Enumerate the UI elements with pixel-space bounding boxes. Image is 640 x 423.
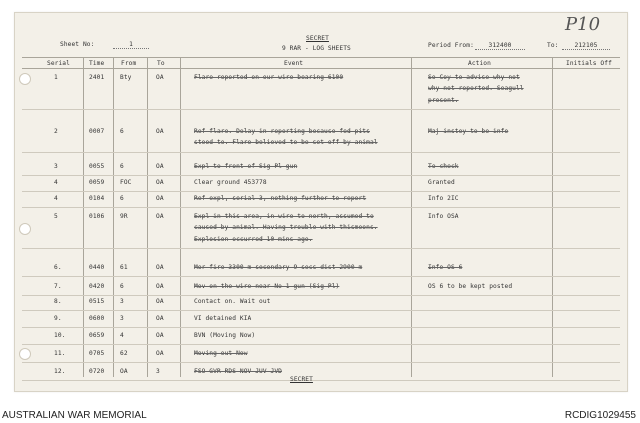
row-separator bbox=[22, 109, 620, 110]
row-separator bbox=[22, 344, 620, 345]
event-cell: FSO GVR RDS NOV JUV JVD bbox=[194, 368, 282, 375]
action-cell: present. bbox=[428, 96, 459, 104]
serial-cell: 4 bbox=[54, 179, 58, 186]
action-cell: Info OSA bbox=[428, 213, 459, 220]
action-cell: Granted bbox=[428, 179, 455, 186]
col-divider bbox=[83, 57, 84, 377]
time-cell: 0659 bbox=[89, 332, 105, 339]
col-header-action: Action bbox=[468, 60, 491, 67]
action-cell: Maj instey to be info bbox=[428, 128, 509, 135]
time-cell: 0007 bbox=[89, 128, 105, 135]
serial-cell: 3 bbox=[54, 163, 58, 170]
serial-cell: 6. bbox=[54, 264, 62, 271]
row-separator bbox=[22, 191, 620, 192]
to-cell: OA bbox=[156, 213, 164, 220]
action-cell: OS 6 to be kept posted bbox=[428, 283, 513, 290]
footer-credit: AUSTRALIAN WAR MEMORIAL bbox=[2, 410, 147, 421]
row-separator bbox=[22, 175, 620, 176]
punch-hole bbox=[19, 73, 31, 85]
event-cell: Expl to front of Sig Pl gun bbox=[194, 163, 298, 170]
time-cell: 0440 bbox=[89, 264, 105, 271]
col-header-time: Time bbox=[89, 60, 105, 67]
period-to-label: To: bbox=[547, 42, 559, 49]
row-separator bbox=[22, 152, 620, 153]
to-cell: OA bbox=[156, 74, 164, 81]
from-cell: 4 bbox=[120, 332, 124, 339]
to-cell: OA bbox=[156, 350, 164, 357]
log-sheet-paper bbox=[14, 12, 628, 392]
unit-title: 9 RAR - LOG SHEETS bbox=[282, 45, 351, 52]
serial-cell: 9. bbox=[54, 315, 62, 322]
serial-cell: 7. bbox=[54, 283, 62, 290]
action-cell: why not reported. Seagull bbox=[428, 85, 524, 93]
from-cell: 3 bbox=[120, 315, 124, 322]
col-divider bbox=[552, 57, 553, 377]
event-cell: Expl in this area, in wire to north, assumed to bbox=[194, 213, 374, 220]
to-cell: OA bbox=[156, 179, 164, 186]
from-cell: FOC bbox=[120, 179, 132, 186]
secret-marking-top: SECRET bbox=[306, 35, 329, 42]
table-header-rule bbox=[22, 68, 620, 69]
event-cell: BVN (Moving Now) bbox=[194, 332, 256, 339]
period-to-value: 212105 bbox=[562, 42, 610, 50]
action-cell: Info OS 6 bbox=[428, 264, 463, 271]
action-cell: Info 2IC bbox=[428, 195, 459, 202]
to-cell: 3 bbox=[156, 368, 160, 375]
time-cell: 0055 bbox=[89, 163, 105, 170]
serial-cell: 5 bbox=[54, 213, 58, 220]
event-cell: Ref flare. Delay in reporting because fed pits bbox=[194, 128, 370, 135]
period-from-label: Period From: bbox=[428, 42, 474, 49]
event-cell: Mov on the wire near No 1 gun (Sig Pl) bbox=[194, 283, 340, 290]
row-separator bbox=[22, 295, 620, 296]
event-cell: Moving out Now bbox=[194, 350, 248, 357]
col-header-serial: Serial bbox=[47, 60, 70, 67]
time-cell: 0705 bbox=[89, 350, 105, 357]
col-header-from: From bbox=[121, 60, 137, 67]
row-separator bbox=[22, 362, 620, 363]
event-cell: VI detained KIA bbox=[194, 315, 252, 322]
time-cell: 0600 bbox=[89, 315, 105, 322]
serial-cell: 2 bbox=[54, 128, 58, 135]
from-cell: 6 bbox=[120, 283, 124, 290]
col-header-initials: Initials Off bbox=[566, 60, 612, 67]
sheet-label: Sheet No: bbox=[60, 41, 95, 48]
from-cell: 6 bbox=[120, 195, 124, 202]
action-cell: To check bbox=[428, 163, 459, 170]
time-cell: 0515 bbox=[89, 298, 105, 305]
to-cell: OA bbox=[156, 264, 164, 271]
event-cell: Clear ground 453778 bbox=[194, 179, 267, 186]
col-header-event: Event bbox=[284, 60, 304, 67]
from-cell: 6 bbox=[120, 163, 124, 170]
row-separator bbox=[22, 276, 620, 277]
col-header-to: To bbox=[157, 60, 165, 67]
from-cell: 3 bbox=[120, 298, 124, 305]
serial-cell: 1 bbox=[54, 74, 58, 81]
event-cell: stood to. Flare believed to be set off by animal bbox=[194, 139, 378, 147]
from-cell: 9R bbox=[120, 213, 128, 220]
col-divider bbox=[411, 57, 412, 377]
punch-hole bbox=[19, 223, 31, 235]
to-cell: OA bbox=[156, 315, 164, 322]
footer-reference: RCDIG1029455 bbox=[564, 410, 636, 421]
time-cell: 0106 bbox=[89, 213, 105, 220]
row-separator bbox=[22, 327, 620, 328]
table-top-rule bbox=[22, 57, 620, 58]
serial-cell: 10. bbox=[54, 332, 66, 339]
col-divider bbox=[147, 57, 148, 377]
row-separator bbox=[22, 207, 620, 208]
from-cell: OA bbox=[120, 368, 128, 375]
secret-marking-bottom: SECRET bbox=[290, 376, 313, 383]
from-cell: 61 bbox=[120, 264, 128, 271]
event-cell: Ref expl, serial 3, nothing further to report bbox=[194, 195, 367, 202]
from-cell: 6 bbox=[120, 128, 124, 135]
time-cell: 0059 bbox=[89, 179, 105, 186]
row-separator bbox=[22, 380, 620, 381]
to-cell: OA bbox=[156, 128, 164, 135]
from-cell: 62 bbox=[120, 350, 128, 357]
event-cell: Flare reported on our wire bearing 6100 bbox=[194, 74, 344, 81]
event-cell: caused by animal. Having trouble with thismeons. bbox=[194, 224, 378, 232]
serial-cell: 8. bbox=[54, 298, 62, 305]
period-from-value: 312400 bbox=[475, 42, 525, 50]
time-cell: 0720 bbox=[89, 368, 105, 375]
serial-cell: 4 bbox=[54, 195, 58, 202]
to-cell: OA bbox=[156, 332, 164, 339]
to-cell: OA bbox=[156, 298, 164, 305]
col-divider bbox=[180, 57, 181, 377]
event-cell: Contact on. Wait out bbox=[194, 298, 271, 305]
col-divider bbox=[113, 57, 114, 377]
row-separator bbox=[22, 310, 620, 311]
handwritten-reference: P10 bbox=[565, 14, 601, 35]
time-cell: 0104 bbox=[89, 195, 105, 202]
action-cell: So Coy to advise why not bbox=[428, 74, 520, 81]
from-cell: Bty bbox=[120, 74, 132, 81]
row-separator bbox=[22, 248, 620, 249]
punch-hole bbox=[19, 348, 31, 360]
serial-cell: 11. bbox=[54, 350, 66, 357]
sheet-number: 1 bbox=[113, 41, 149, 49]
time-cell: 0420 bbox=[89, 283, 105, 290]
to-cell: OA bbox=[156, 283, 164, 290]
event-cell: Explosion occurred 10 mins ago. bbox=[194, 235, 313, 243]
event-cell: Mor fire 3300 m secondary 9 secs dist 2900 m bbox=[194, 264, 363, 271]
to-cell: OA bbox=[156, 195, 164, 202]
serial-cell: 12. bbox=[54, 368, 66, 375]
time-cell: 2401 bbox=[89, 74, 105, 81]
to-cell: OA bbox=[156, 163, 164, 170]
